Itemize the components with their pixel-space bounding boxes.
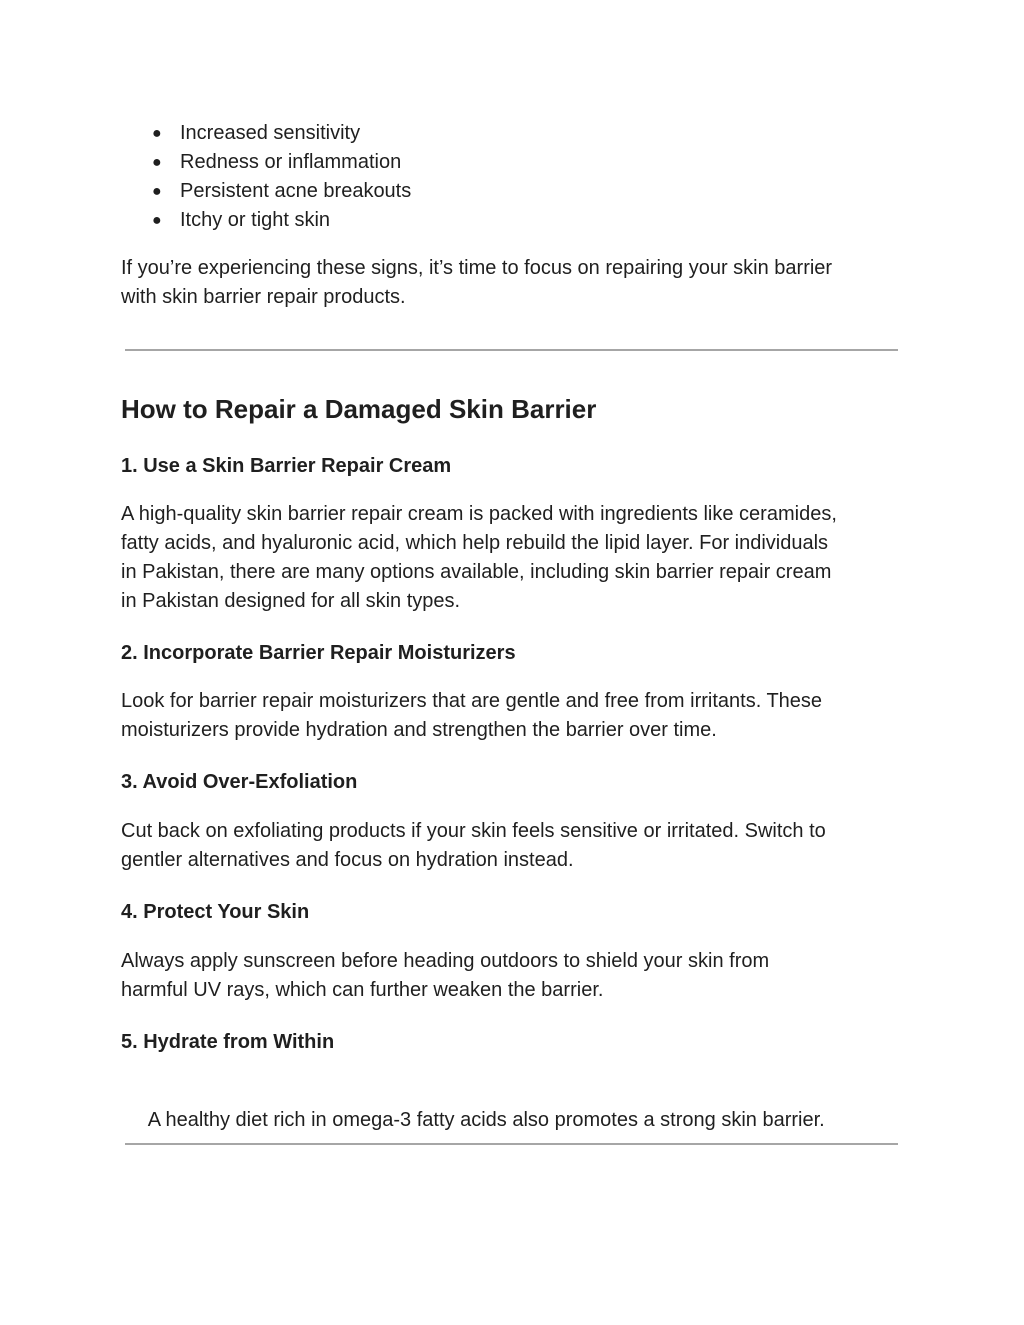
list-item-text: Itchy or tight skin (180, 209, 331, 231)
paragraph-line: fatty acids, and hyaluronic acid, which help rebuild the lipid layer. For individuals (121, 532, 829, 554)
list-item-text: Increased sensitivity (180, 122, 361, 144)
paragraph-line: harmful UV rays, which can further weaken the barrier. (121, 979, 604, 1001)
bullet-icon: ● (152, 125, 162, 142)
step-2-paragraph (121, 687, 921, 745)
list-item (152, 119, 411, 148)
horizontal-divider (125, 349, 898, 351)
step-3-heading: 3. Avoid Over-Exfoliation (121, 771, 358, 793)
step-4-heading: 4. Protect Your Skin (121, 901, 310, 923)
paragraph-line: Cut back on exfoliating products if your skin feels sensitive or irritated. Switch to (121, 820, 826, 842)
paragraph-line: A healthy diet rich in omega-3 fatty acids also promotes a strong skin barrier. (143, 1109, 825, 1131)
bullet-icon: ● (152, 183, 162, 200)
list-item (152, 177, 411, 206)
step-4-paragraph (121, 947, 921, 1005)
paragraph-line: Look for barrier repair moisturizers that are gentle and free from irritants. These (121, 690, 823, 712)
horizontal-divider (125, 1143, 898, 1145)
list-item-text: Persistent acne breakouts (180, 180, 412, 202)
list-item (152, 206, 411, 235)
paragraph-line: gentler alternatives and focus on hydration instead. (121, 849, 574, 871)
paragraph-line: moisturizers provide hydration and strengthen the barrier over time. (121, 719, 717, 741)
bullet-icon: ● (152, 154, 162, 171)
step-5-paragraph (121, 1077, 921, 1164)
paragraph-line: in Pakistan, there are many options available, including skin barrier repair cream (121, 561, 832, 583)
paragraph-line: in Pakistan designed for all skin types. (121, 590, 461, 612)
step-3-paragraph (121, 817, 921, 875)
paragraph-line: If you’re experiencing these signs, it’s time to focus on repairing your skin barrier (121, 257, 833, 279)
step-5-heading: 5. Hydrate from Within (121, 1031, 335, 1053)
step-2-heading: 2. Incorporate Barrier Repair Moisturizers (121, 642, 516, 664)
list-item (152, 148, 411, 177)
step-1-paragraph (121, 500, 921, 616)
paragraph-line: A high-quality skin barrier repair cream is packed with ingredients like ceramides, (121, 503, 837, 525)
section-title: How to Repair a Damaged Skin Barrier (121, 394, 597, 424)
step-1-heading: 1. Use a Skin Barrier Repair Cream (121, 455, 452, 477)
signs-bullet-list (152, 119, 411, 235)
intro-paragraph (121, 254, 921, 312)
paragraph-line: Always apply sunscreen before heading outdoors to shield your skin from (121, 950, 770, 972)
bullet-icon: ● (152, 212, 162, 229)
paragraph-line: with skin barrier repair products. (121, 286, 406, 308)
list-item-text: Redness or inflammation (180, 151, 402, 173)
